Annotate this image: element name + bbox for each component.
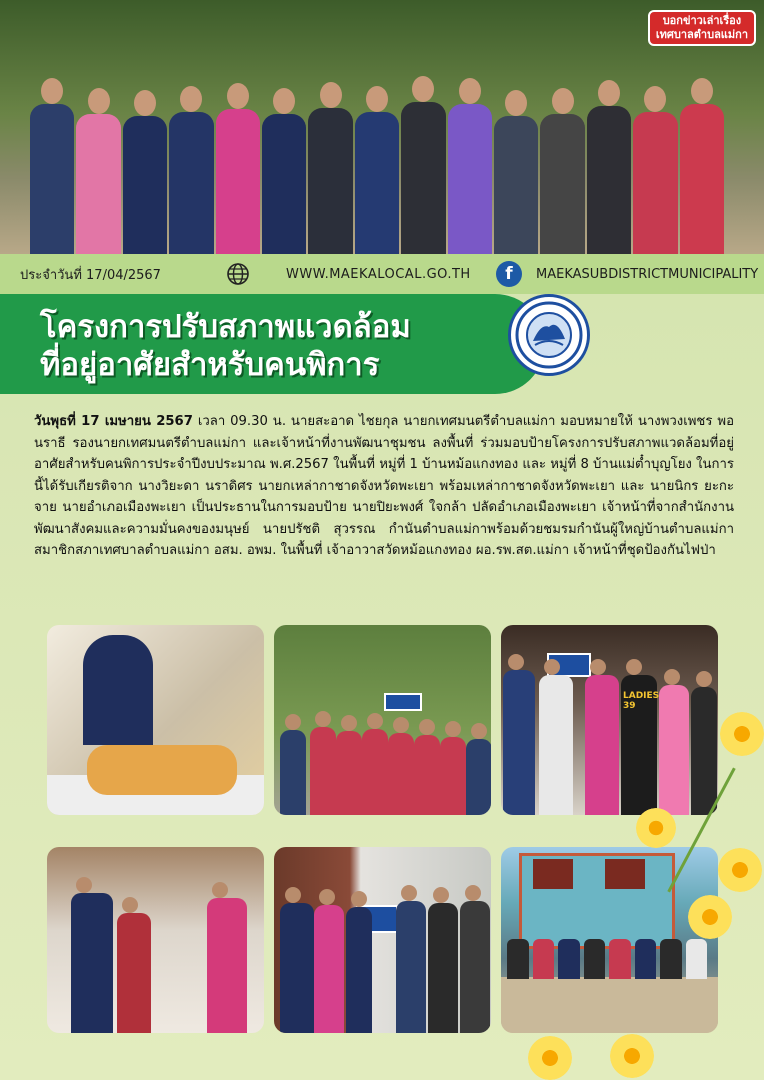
flower-decoration	[636, 808, 676, 848]
flower-decoration	[720, 712, 764, 756]
person	[71, 893, 113, 1033]
header-group-photo	[0, 0, 764, 254]
person	[414, 735, 440, 815]
title-band	[0, 294, 545, 394]
news-tag	[648, 10, 756, 46]
person	[448, 104, 492, 254]
flower-decoration	[718, 848, 762, 892]
flower-decoration	[688, 895, 732, 939]
news-tag-line2: เทศบาลตำบลแม่กา	[655, 28, 748, 41]
person	[401, 102, 445, 254]
person	[262, 114, 306, 254]
flower-decoration	[528, 1036, 572, 1080]
group-people	[30, 84, 724, 254]
page-title	[40, 308, 411, 384]
photo-team-with-sign	[274, 625, 491, 815]
person	[117, 913, 151, 1033]
person	[494, 116, 538, 254]
person	[76, 114, 120, 254]
person	[388, 733, 414, 815]
facebook-icon: f	[496, 261, 522, 287]
news-tag-line1: บอกข่าวเล่าเรื่อง	[662, 14, 742, 27]
person	[169, 112, 213, 254]
article-date-lead: วันพุธที่ 17 เมษายน 2567	[34, 414, 193, 429]
person	[659, 685, 689, 815]
person	[123, 116, 167, 254]
person	[207, 898, 247, 1033]
article-body	[34, 411, 734, 562]
person	[680, 104, 724, 254]
flower-decoration	[610, 1034, 654, 1078]
person	[428, 903, 458, 1033]
title-line2: ที่อยู่อาศัยสำหรับคนพิการ	[40, 347, 380, 383]
photo-house-visit	[47, 847, 264, 1033]
globe-icon	[226, 262, 250, 286]
person	[308, 108, 352, 254]
person	[83, 635, 153, 745]
info-bar	[0, 254, 764, 294]
person	[587, 106, 631, 254]
facebook-page-link[interactable]: MAEKASUBDISTRICTMUNICIPALITY	[536, 266, 759, 282]
ground	[501, 977, 718, 1033]
person	[440, 737, 466, 815]
person	[539, 675, 573, 815]
person	[310, 727, 336, 815]
window	[533, 859, 573, 889]
municipality-seal-logo	[508, 294, 590, 376]
crowd	[507, 939, 707, 979]
person	[216, 109, 260, 254]
window	[605, 859, 645, 889]
person	[466, 739, 491, 815]
photo-house-exterior	[501, 847, 718, 1033]
person	[355, 112, 399, 254]
title-line1: โครงการปรับสภาพแวดล้อม	[40, 309, 411, 345]
person	[691, 687, 717, 815]
person	[585, 675, 619, 815]
person	[460, 901, 490, 1033]
photo-sign-handover	[274, 847, 491, 1033]
person	[87, 745, 237, 795]
person	[621, 675, 660, 815]
project-sign	[384, 693, 422, 711]
photo-home-visit	[47, 625, 264, 815]
person	[30, 104, 74, 254]
person	[540, 114, 584, 254]
person	[396, 901, 426, 1033]
person	[503, 670, 535, 815]
person	[346, 907, 372, 1033]
shirt-text: LADIES 39	[623, 691, 660, 711]
person	[314, 905, 344, 1033]
website-link[interactable]: WWW.MAEKALOCAL.GO.TH	[286, 266, 471, 282]
person	[280, 903, 314, 1033]
person	[633, 112, 677, 254]
person	[362, 729, 388, 815]
person	[336, 731, 362, 815]
publish-date: ประจำวันที่ 17/04/2567	[20, 267, 161, 283]
person	[280, 730, 306, 815]
photo-officials-group	[501, 625, 718, 815]
article-text: เวลา 09.30 น. นายสะอาด ไชยกุล นายกเทศมนตรีตำบลแม่กา มอบหมายให้ นางพวงเพชร พอนราธี รองนายกเทศมนตรีตำบลแม่กา และเจ้าหน้าที่งานพัฒนาชุมชน ลงพื้นที่ ร่วมมอบป้ายโครงการปรับสภาพแวดล้อมที่อยู่อาศัยสำหรับคนพิการประจำปีงบประมาณ พ.ศ.2567 ในพื้นที่ หมู่ที่ 1 บ้านหม้อแกงทอง และ หมู่ที่ 8 บ้านแม่ต๋ำบุญโยง ในการนี้ได้รับเกียรติจาก นางวิยะดา นราดิศร นายกเหล่ากาชาดจังหวัดพะเยา พร้อมเหล่ากาชาดจังหวัดพะเยา และ นายนิกร ยะกะจาย นายอำเภอเมืองพะเยา เป็นประธานในการมอบป้าย นายปิยะพงศ์ ใจกล้า ปลัดอำเภอเมืองพะเยา เจ้าหน้าที่จากสำนักงานพัฒนาสังคมและความมั่นคงของมนุษย์ นายปรัชติ สุวรรณ กำนันตำบลแม่กาพร้อมด้วยชมรมกำนันผู้ใหญ่บ้านตำบลแม่กา สมาชิกสภาเทศบาลตำบลแม่กา อสม. อพม. ในพื้นที่ เจ้าอาวาสวัดหม้อแกงทอง ผอ.รพ.สต.แม่กา เจ้าหน้าที่ชุดป้องกันไฟป่า	[34, 414, 734, 558]
